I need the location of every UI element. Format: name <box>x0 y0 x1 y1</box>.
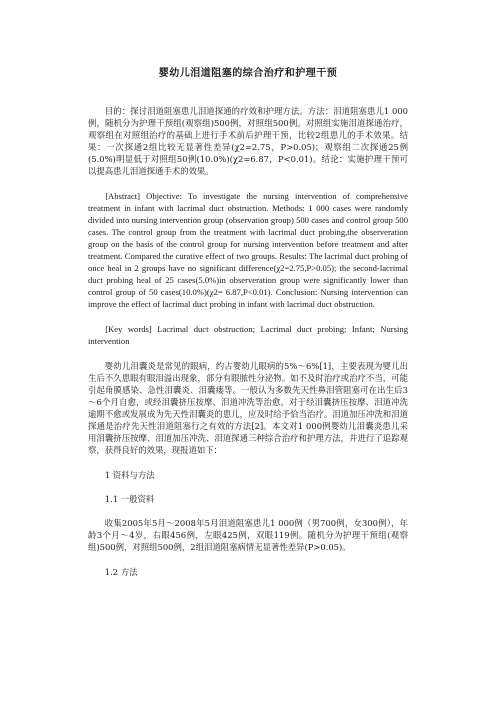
abstract-chinese: 目的：探讨泪道阻塞患儿泪道探通的疗效和护理方法。方法：泪道阻塞患儿1 000例，随机分为护理干预组(观察组)500例，对照组500例。对照组实施泪道探通治疗，观察组在对照组治疗的基础上进行手术前后护理干预，比较2组患儿的手术效果。结果：一次探通2组比较无显著性差异(χ2=2.75，P>0.05)；观察组二次探通25例(5.0%)明显低于对照组50例(10.0%)(χ2=6.87，P<0.01)。结论：实施护理干预可以提高患儿泪道探通手术的效果。 <box>88 106 408 176</box>
section-heading-methods: 1.2 方法 <box>104 567 138 577</box>
abstract-english: [Abstract] Objective: To investigate the nursing intervention of comprehensive treatment in infant with lacrimal duct obstruction. Methods: 1 000 cases were randomly divided into nursing intervention group (observation group) 500 cases and control group 500 cases. The control group from the treatment with lacrimal duct probing,the observeration group on the basis of the control group for nursing intervention before treatment and after treatment. Compared the curative effect of two groups. Results: The lacrimal duct probing of once heal in 2 groups have no significant difference(χ2=2.75,P>0.05); the second-lacrimal duct probing heal of 25 cases(5.0%)in observeration group were significantly lower than control group of 50 cases(10.0%)(χ2= 6.87,P<0.01). Conclusion: Nursing intervention can improve the effect of lacrimal duct probing in infant with lacrimal duct obstruction. <box>88 191 408 309</box>
introduction-paragraph: 婴幼儿泪囊炎是常见的眼病，约占婴幼儿眼病的5%～6%[1]，主要表现为婴儿出生后不久患眼有眼泪溢出现象，部分有眼脓性分泌物。如不及时治疗或治疗不当，可能引起角膜感染、急性泪囊炎、泪囊瘘等。一般认为多数先天性鼻泪管阻塞可在出生后3～6个月自愈，或经泪囊挤压按摩、泪道冲洗等治愈。对于经泪囊挤压按摩、泪道冲洗逾期不愈或发展成为先天性泪囊炎的患儿，应及时给予恰当治疗。泪道加压冲洗和泪道探通是治疗先天性泪道阻塞行之有效的方法[2]。本文对1 000例婴幼儿泪囊炎患儿采用泪囊挤压按摩、泪道加压冲洗、泪道探通三种综合治疗和护理方法，并进行了追踪观察，获得良好的效果，现报道如下： <box>88 361 408 455</box>
article-title: 婴幼儿泪道阻塞的综合治疗和护理干预 <box>158 68 338 79</box>
section-heading-general-info: 1.1 一般资料 <box>104 494 155 504</box>
general-info-paragraph: 收集2005年5月～2008年5月泪道阻塞患儿1 000例（男700例，女300例），年龄3个月～4岁，右眼456例，左眼425例，双眼119例。随机分为护理干预组(观察组)500例，对照组500例，2组泪道阻塞病情无显著性差异(P>0.05)。 <box>88 518 408 552</box>
keywords-english: [Key words] Lacrimal duct obstruction; Lacrimal duct probing; Infant; Nursing intervention <box>88 324 408 346</box>
section-heading-materials-methods: 1 资料与方法 <box>104 470 155 480</box>
